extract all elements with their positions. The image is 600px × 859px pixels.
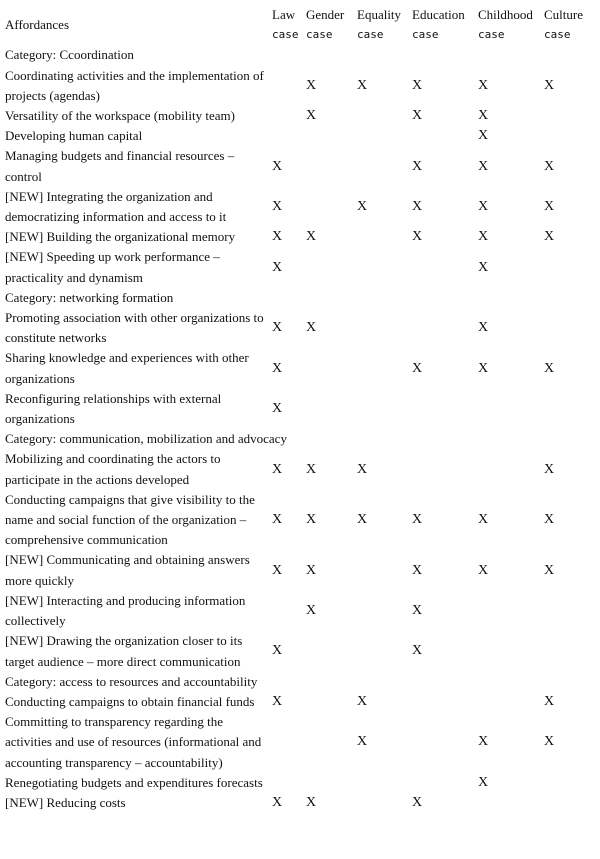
mark-cell-gender <box>301 187 352 227</box>
mark-cell-childhood: X <box>478 108 489 124</box>
mark-cell-culture <box>539 308 600 348</box>
table-row <box>0 126 600 146</box>
affordance-label: Coordinating activities and the implementation of projects (agendas) <box>5 67 264 103</box>
table-row <box>0 308 600 348</box>
mark-cell-education: X <box>412 643 423 659</box>
mark-cell-gender: X <box>306 602 317 618</box>
mark-cell-culture <box>539 389 600 429</box>
table-row <box>0 550 600 590</box>
category-label: Category: networking formation <box>5 289 174 305</box>
mark-cell-gender: X <box>306 108 317 124</box>
table-row <box>0 490 600 551</box>
mark-cell-equality <box>352 591 407 631</box>
header-case-law <box>267 5 301 45</box>
category-label: Category: Ccoordination <box>5 47 134 63</box>
category-row <box>0 429 600 449</box>
mark-cell-culture: X <box>544 461 555 477</box>
mark-cell-culture <box>539 591 600 631</box>
table-row <box>0 348 600 388</box>
table-body <box>0 45 600 813</box>
mark-cell-childhood: X <box>478 774 489 790</box>
mark-cell-gender: X <box>306 320 317 336</box>
mark-cell-childhood: X <box>478 198 489 214</box>
mark-cell-gender <box>301 247 352 287</box>
table-row <box>0 449 600 489</box>
mark-cell-equality: X <box>357 512 368 528</box>
mark-cell-education <box>407 773 473 793</box>
table-row <box>0 389 600 429</box>
category-label: Category: communication, mobilization and advocacy <box>5 431 287 447</box>
mark-cell-education: X <box>412 794 423 810</box>
mark-cell-equality <box>352 631 407 671</box>
mark-cell-law: X <box>272 198 283 214</box>
mark-cell-culture: X <box>544 512 555 528</box>
mark-cell-childhood: X <box>478 360 489 376</box>
table-row <box>0 227 600 247</box>
mark-cell-culture: X <box>544 360 555 376</box>
mark-cell-childhood: X <box>478 512 489 528</box>
mark-cell-law: X <box>272 320 283 336</box>
category-row <box>0 45 600 65</box>
mark-cell-childhood <box>473 389 539 429</box>
table-row <box>0 793 600 813</box>
mark-cell-equality: X <box>357 461 368 477</box>
affordance-label: Conducting campaigns to obtain financial funds <box>5 693 255 709</box>
affordance-label: Conducting campaigns that give visibility to the name and social function of the organization – comprehensive communication <box>5 491 255 548</box>
table-row <box>0 247 600 287</box>
mark-cell-law: X <box>272 259 283 275</box>
table-row <box>0 692 600 712</box>
affordance-label: [NEW] Drawing the organization closer to its target audience – more direct communication <box>5 633 243 669</box>
mark-cell-education <box>407 389 473 429</box>
affordance-label: Sharing knowledge and experiences with other organizations <box>5 350 249 386</box>
case-name: Childhood <box>478 7 533 22</box>
mark-cell-law: X <box>272 693 283 709</box>
case-sub: case <box>412 28 439 42</box>
case-name: Culture <box>544 7 583 22</box>
mark-cell-culture: X <box>544 229 555 245</box>
mark-cell-law: X <box>272 562 283 578</box>
affordance-label: [NEW] Integrating the organization and democratizing information and access to it <box>5 188 227 225</box>
mark-cell-equality <box>352 247 407 287</box>
mark-cell-culture: X <box>544 693 555 709</box>
mark-cell-culture: X <box>544 77 555 93</box>
mark-cell-culture <box>539 773 600 793</box>
mark-cell-gender: X <box>306 794 317 810</box>
header-case-culture <box>539 5 600 45</box>
mark-cell-education: X <box>412 512 423 528</box>
mark-cell-law <box>267 712 301 773</box>
mark-cell-childhood: X <box>478 734 489 750</box>
case-sub: case <box>272 28 299 42</box>
mark-cell-gender <box>301 692 352 712</box>
case-name: Law <box>272 7 296 22</box>
mark-cell-equality <box>352 793 407 813</box>
mark-cell-gender: X <box>306 77 317 93</box>
mark-cell-gender <box>301 389 352 429</box>
mark-cell-equality <box>352 146 407 186</box>
mark-cell-law: X <box>272 512 283 528</box>
mark-cell-gender <box>301 126 352 146</box>
mark-cell-equality <box>352 773 407 793</box>
mark-cell-law <box>267 66 301 106</box>
mark-cell-gender: X <box>306 562 317 578</box>
header-case-equality <box>352 5 407 45</box>
case-sub: case <box>306 28 333 42</box>
mark-cell-childhood <box>473 449 539 489</box>
mark-cell-law: X <box>272 229 283 245</box>
mark-cell-education: X <box>412 562 423 578</box>
category-row <box>0 672 600 692</box>
mark-cell-equality <box>352 126 407 146</box>
mark-cell-childhood: X <box>478 259 489 275</box>
affordance-label: Versatility of the workspace (mobility team) <box>5 108 235 124</box>
mark-cell-gender: X <box>306 229 317 245</box>
mark-cell-equality: X <box>357 734 368 750</box>
mark-cell-childhood: X <box>478 128 489 144</box>
case-name: Education <box>412 7 465 22</box>
mark-cell-culture <box>539 247 600 287</box>
mark-cell-law: X <box>272 360 283 376</box>
header-case-education <box>407 5 473 45</box>
case-name: Gender <box>306 7 345 22</box>
mark-cell-culture <box>539 106 600 126</box>
table-row <box>0 591 600 631</box>
table-row <box>0 146 600 186</box>
mark-cell-law: X <box>272 643 283 659</box>
mark-cell-education <box>407 449 473 489</box>
mark-cell-childhood <box>473 631 539 671</box>
mark-cell-culture: X <box>544 158 555 174</box>
mark-cell-childhood: X <box>478 77 489 93</box>
mark-cell-culture <box>539 631 600 671</box>
affordance-label: Developing human capital <box>5 128 143 144</box>
case-name: Equality <box>357 7 402 22</box>
mark-cell-law: X <box>272 461 283 477</box>
mark-cell-gender <box>301 631 352 671</box>
affordance-label: Renegotiating budgets and expenditures forecasts <box>5 774 263 790</box>
mark-cell-education: X <box>412 229 423 245</box>
affordances-table <box>0 5 600 813</box>
mark-cell-gender: X <box>306 461 317 477</box>
mark-cell-equality <box>352 308 407 348</box>
category-row <box>0 288 600 308</box>
mark-cell-childhood: X <box>478 158 489 174</box>
affordance-label: Committing to transparency regarding the activities and use of resources (informational and accounting transparency – accountability) <box>5 714 262 770</box>
mark-cell-law: X <box>272 794 283 810</box>
mark-cell-gender <box>301 348 352 388</box>
mark-cell-education <box>407 692 473 712</box>
mark-cell-education <box>407 247 473 287</box>
mark-cell-equality <box>352 389 407 429</box>
mark-cell-law <box>267 773 301 793</box>
mark-cell-childhood <box>473 793 539 813</box>
mark-cell-law <box>267 106 301 126</box>
affordance-label: Mobilizing and coordinating the actors to participate in the actions developed <box>5 451 221 487</box>
mark-cell-gender <box>301 773 352 793</box>
mark-cell-childhood: X <box>478 562 489 578</box>
mark-cell-culture <box>539 126 600 146</box>
table-row <box>0 106 600 126</box>
mark-cell-gender <box>301 146 352 186</box>
table-header-row <box>0 5 600 45</box>
header-case-childhood <box>473 5 539 45</box>
mark-cell-equality <box>352 550 407 590</box>
mark-cell-education <box>407 308 473 348</box>
mark-cell-equality <box>352 227 407 247</box>
mark-cell-childhood <box>473 591 539 631</box>
mark-cell-culture: X <box>544 198 555 214</box>
mark-cell-childhood: X <box>478 229 489 245</box>
case-sub: case <box>544 28 571 42</box>
affordance-label: [NEW] Speeding up work performance – practicality and dynamism <box>5 249 220 285</box>
mark-cell-gender: X <box>306 512 317 528</box>
mark-cell-equality <box>352 106 407 126</box>
affordance-label: [NEW] Interacting and producing information collectively <box>5 592 246 629</box>
mark-cell-equality: X <box>357 693 368 709</box>
mark-cell-education <box>407 126 473 146</box>
table-row <box>0 773 600 793</box>
affordance-label: [NEW] Communicating and obtaining answers more quickly <box>5 552 250 588</box>
mark-cell-law <box>267 126 301 146</box>
mark-cell-law: X <box>272 400 283 416</box>
mark-cell-education: X <box>412 158 423 174</box>
affordance-label: [NEW] Reducing costs <box>5 794 126 810</box>
mark-cell-education: X <box>412 602 423 618</box>
mark-cell-education: X <box>412 108 423 124</box>
mark-cell-law: X <box>272 158 283 174</box>
affordance-label: Promoting association with other organizations to constitute networks <box>5 310 264 346</box>
case-sub: case <box>478 28 505 42</box>
affordance-label: Reconfiguring relationships with external organizations <box>5 390 222 427</box>
mark-cell-equality <box>352 348 407 388</box>
mark-cell-education: X <box>412 198 423 214</box>
header-case-gender <box>301 5 352 45</box>
mark-cell-equality: X <box>357 198 368 214</box>
table-row <box>0 66 600 106</box>
mark-cell-culture: X <box>544 562 555 578</box>
table-row <box>0 631 600 671</box>
mark-cell-culture <box>539 793 600 813</box>
affordance-label: [NEW] Building the organizational memory <box>5 229 236 245</box>
case-sub: case <box>357 28 384 42</box>
category-label: Category: access to resources and accountability <box>5 673 258 689</box>
mark-cell-childhood: X <box>478 320 489 336</box>
mark-cell-equality: X <box>357 77 368 93</box>
header-affordances: Affordances <box>5 17 70 33</box>
affordance-label: Managing budgets and financial resources – control <box>5 148 235 184</box>
table-row <box>0 712 600 773</box>
mark-cell-education: X <box>412 77 423 93</box>
table-row <box>0 187 600 227</box>
mark-cell-law <box>267 591 301 631</box>
mark-cell-childhood <box>473 692 539 712</box>
mark-cell-culture: X <box>544 734 555 750</box>
mark-cell-education: X <box>412 360 423 376</box>
mark-cell-gender <box>301 712 352 773</box>
mark-cell-education <box>407 712 473 773</box>
